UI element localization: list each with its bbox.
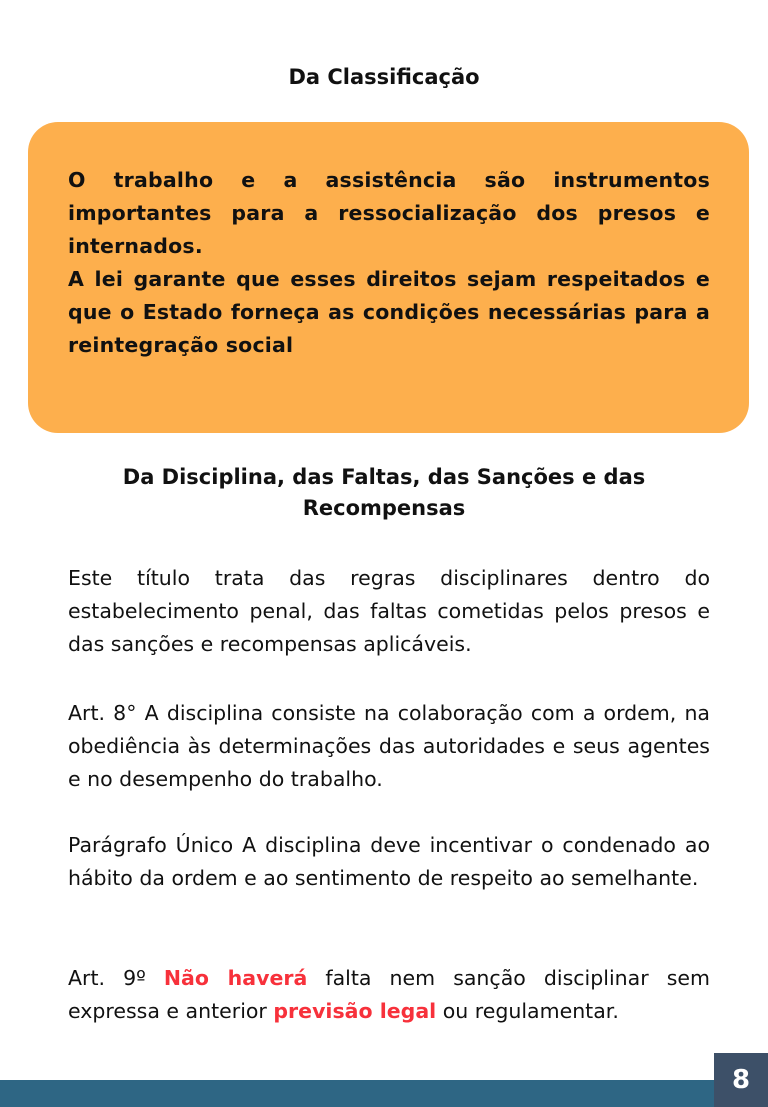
highlight-line-1: O trabalho e a assistência são instrumentos importantes para a ressocialização dos presos e internados. bbox=[68, 168, 710, 258]
intro-paragraph: Este título trata das regras disciplinares dentro do estabelecimento penal, das faltas cometidas pelos presos e das sanções e recompensas aplicáveis. bbox=[68, 566, 710, 656]
section-title-classificacao: Da Classificação bbox=[288, 65, 480, 89]
highlight-text bbox=[68, 164, 710, 362]
paragrafo-unico: Parágrafo Único A disciplina deve incentivar o condenado ao hábito da ordem e ao sentimento de respeito ao semelhante. bbox=[68, 833, 710, 890]
art9-highlight-1: Não haverá bbox=[163, 966, 308, 990]
art9-text-1: Art. 9º bbox=[68, 966, 164, 990]
art8-paragraph: Art. 8° A disciplina consiste na colaboração com a ordem, na obediência às determinações das autoridades e seus agentes e no desempenho do trabalho. bbox=[68, 701, 710, 791]
art9-text-2: falta nem sanção disciplinar sem expressa e anterior bbox=[68, 966, 710, 1023]
page-number: 8 bbox=[714, 1053, 768, 1107]
art9-highlight-2: previsão legal bbox=[273, 999, 437, 1023]
footer-bar bbox=[0, 1080, 768, 1107]
art9-paragraph bbox=[68, 962, 710, 1028]
highlight-line-2: A lei garante que esses direitos sejam respeitados e que o Estado forneça as condições necessárias para a reintegração social bbox=[68, 267, 710, 357]
section-title-disciplina: Da Disciplina, das Faltas, das Sanções e das Recompensas bbox=[122, 465, 646, 520]
art9-text-3: ou regulamentar. bbox=[436, 999, 619, 1023]
highlight-box bbox=[28, 122, 749, 433]
